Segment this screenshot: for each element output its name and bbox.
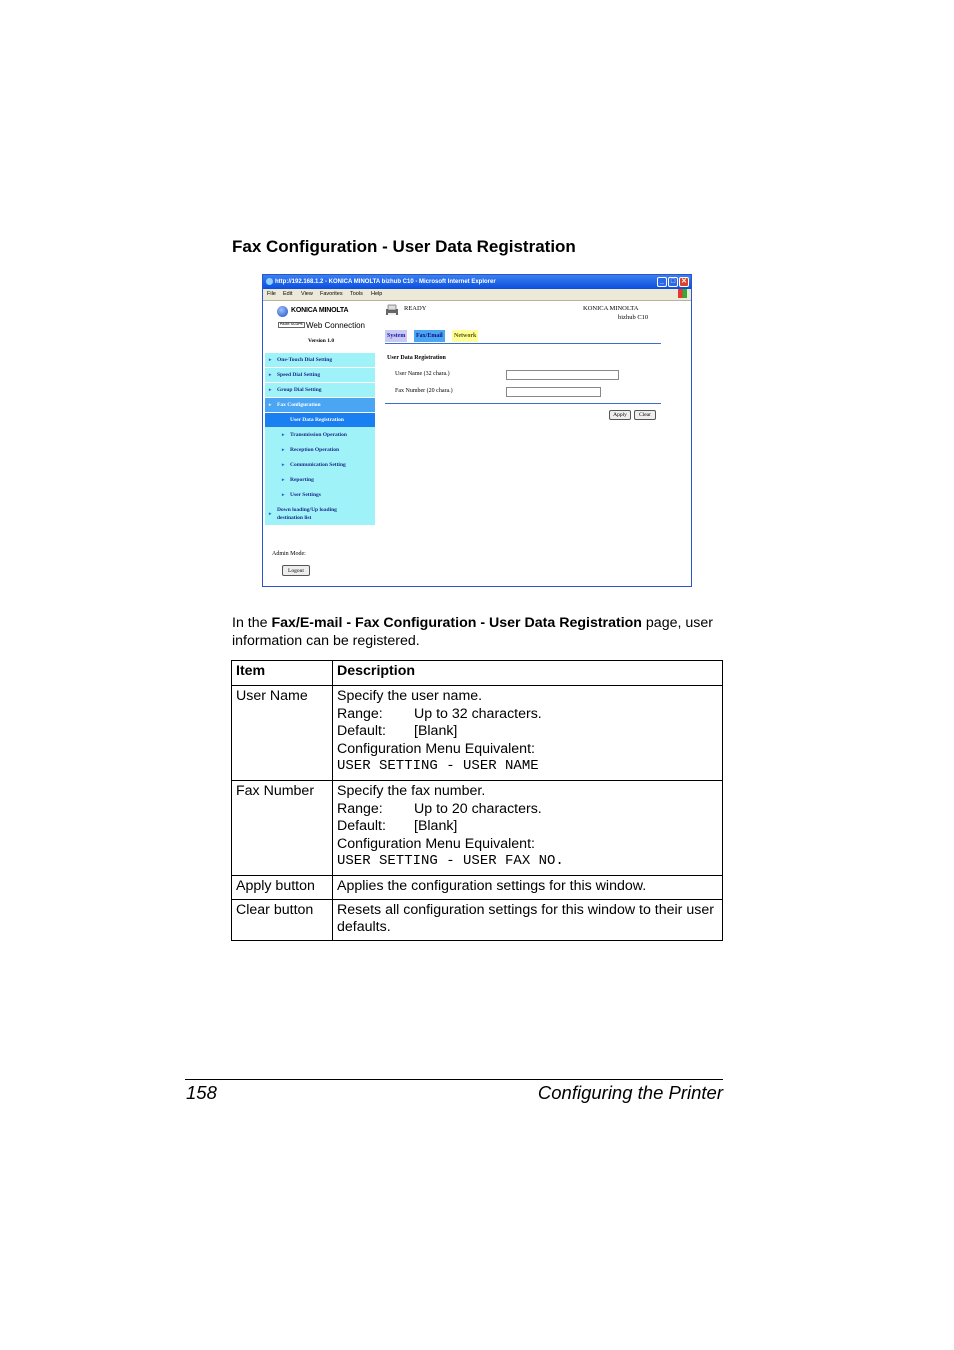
version-label: Version 1.0 — [308, 338, 335, 344]
clear-button[interactable]: Clear — [634, 410, 656, 420]
printer-icon — [385, 304, 399, 316]
fax-number-input[interactable] — [506, 387, 601, 397]
browser-title: http://192.168.1.2 - KONICA MINOLTA bizhub C10 - Microsoft Internet Explorer — [275, 279, 496, 285]
row-item: User Name — [232, 686, 333, 781]
browser-title-bar — [263, 275, 691, 289]
form-divider — [385, 403, 661, 404]
minimize-button[interactable]: _ — [657, 277, 667, 287]
arrow-right-icon: ► — [281, 432, 286, 437]
menu-help[interactable]: Help — [371, 291, 383, 297]
user-name-label: User Name (32 chara.) — [395, 371, 450, 377]
admin-mode-label: Admin Mode: — [272, 551, 306, 557]
header-item: Item — [232, 661, 333, 686]
printer-status: READY — [404, 305, 427, 312]
pagescope-logo: PAGE SCOPE — [280, 322, 303, 326]
arrow-right-icon: ► — [268, 511, 273, 516]
row-item: Clear button — [232, 899, 333, 940]
apply-button[interactable]: Apply — [609, 410, 631, 420]
tab-fax-email[interactable]: Fax/Email — [414, 330, 445, 342]
table-header-row — [232, 661, 723, 686]
tab-network[interactable]: Network — [452, 330, 478, 342]
ie-icon — [266, 278, 273, 285]
menu-code: USER SETTING - USER FAX NO. — [337, 853, 564, 869]
menu-edit[interactable]: Edit — [283, 291, 293, 297]
logout-button[interactable]: Logout — [282, 565, 310, 576]
close-button[interactable]: ✕ — [679, 277, 689, 287]
table-row — [232, 781, 723, 876]
browser-screenshot: http://192.168.1.2 - KONICA MINOLTA bizhub C10 - Microsoft Internet Explorer _ □ ✕ File Edit View Favorites Tools Help KONICA MINOLTA PAGE SCOPE Web Connection Version 1.0 READY KONICA MINOLTA bizhub C10 System Fax/Email Network ► One-Touch Dial Setting ► Speed Dial Setting ► Group Dial Setting ► Fax Configuration User Data Registration ► Transmission Operation ► Reception Operation ► Communication Setting ► Reporting ► User Settings ► Down loading/Up loading destination list Admin Mode: Logout User Data Registration User Name (32 chara.) Fax Number (20 chara.) Apply Clear — [262, 274, 692, 587]
tab-system[interactable]: System — [385, 330, 407, 342]
nav-divider — [265, 397, 375, 398]
arrow-right-icon: ► — [268, 357, 273, 362]
row-description: Resets all configuration settings for this window to their user defaults. — [333, 899, 723, 940]
windows-flag-icon — [678, 289, 687, 298]
arrow-down-icon: ► — [268, 402, 273, 407]
user-name-input[interactable] — [506, 370, 619, 380]
menu-favorites[interactable]: Favorites — [320, 291, 343, 297]
menu-view[interactable]: View — [301, 291, 313, 297]
arrow-right-icon: ► — [268, 372, 273, 377]
table-row — [232, 876, 723, 900]
intro-bold-path: Fax/E-mail - Fax Configuration - User Data Registration — [271, 615, 642, 631]
arrow-right-icon: ► — [281, 447, 286, 452]
konica-minolta-logo-icon — [277, 306, 288, 317]
row-description: Specify the fax number. Range: Up to 20 characters. Default: [Blank] Configuration Menu Equivalent: USER SETTING - USER FAX NO. — [333, 781, 723, 876]
header-description: Description — [333, 661, 723, 686]
nav-divider — [265, 412, 375, 413]
footer-rule — [185, 1079, 723, 1080]
arrow-right-icon: ► — [281, 462, 286, 467]
row-item: Apply button — [232, 876, 333, 900]
arrow-right-icon: ► — [281, 477, 286, 482]
row-description: Specify the user name. Range: Up to 32 characters. Default: [Blank] Configuration Menu Equivalent: USER SETTING - USER NAME — [333, 686, 723, 781]
web-connection-label: Web Connection — [306, 321, 365, 330]
fax-number-label: Fax Number (20 chara.) — [395, 388, 453, 394]
intro-paragraph: In the Fax/E-mail - Fax Configuration - User Data Registration page, user information can be registered. — [232, 615, 713, 649]
sidebar — [265, 353, 375, 525]
arrow-right-icon: ► — [281, 492, 286, 497]
form-title: User Data Registration — [387, 355, 446, 361]
brand-name: KONICA MINOLTA — [291, 307, 349, 314]
menu-code: USER SETTING - USER NAME — [337, 758, 539, 774]
maximize-button[interactable]: □ — [668, 277, 678, 287]
nav-divider — [265, 367, 375, 368]
menu-tools[interactable]: Tools — [350, 291, 363, 297]
model-name: bizhub C10 — [618, 314, 649, 321]
menu-file[interactable]: File — [267, 291, 276, 297]
arrow-right-icon: ► — [268, 387, 273, 392]
tab-divider — [385, 343, 661, 344]
table-row — [232, 899, 723, 940]
row-item: Fax Number — [232, 781, 333, 876]
nav-divider — [265, 382, 375, 383]
row-description: Applies the configuration settings for this window. — [333, 876, 723, 900]
model-maker: KONICA MINOLTA — [583, 305, 639, 312]
table-row — [232, 686, 723, 781]
page-number: 158 — [186, 1082, 217, 1103]
chapter-title: Configuring the Printer — [537, 1082, 723, 1103]
browser-menu-bar — [263, 289, 691, 301]
description-table — [231, 660, 723, 941]
section-heading: Fax Configuration - User Data Registration — [232, 237, 576, 256]
